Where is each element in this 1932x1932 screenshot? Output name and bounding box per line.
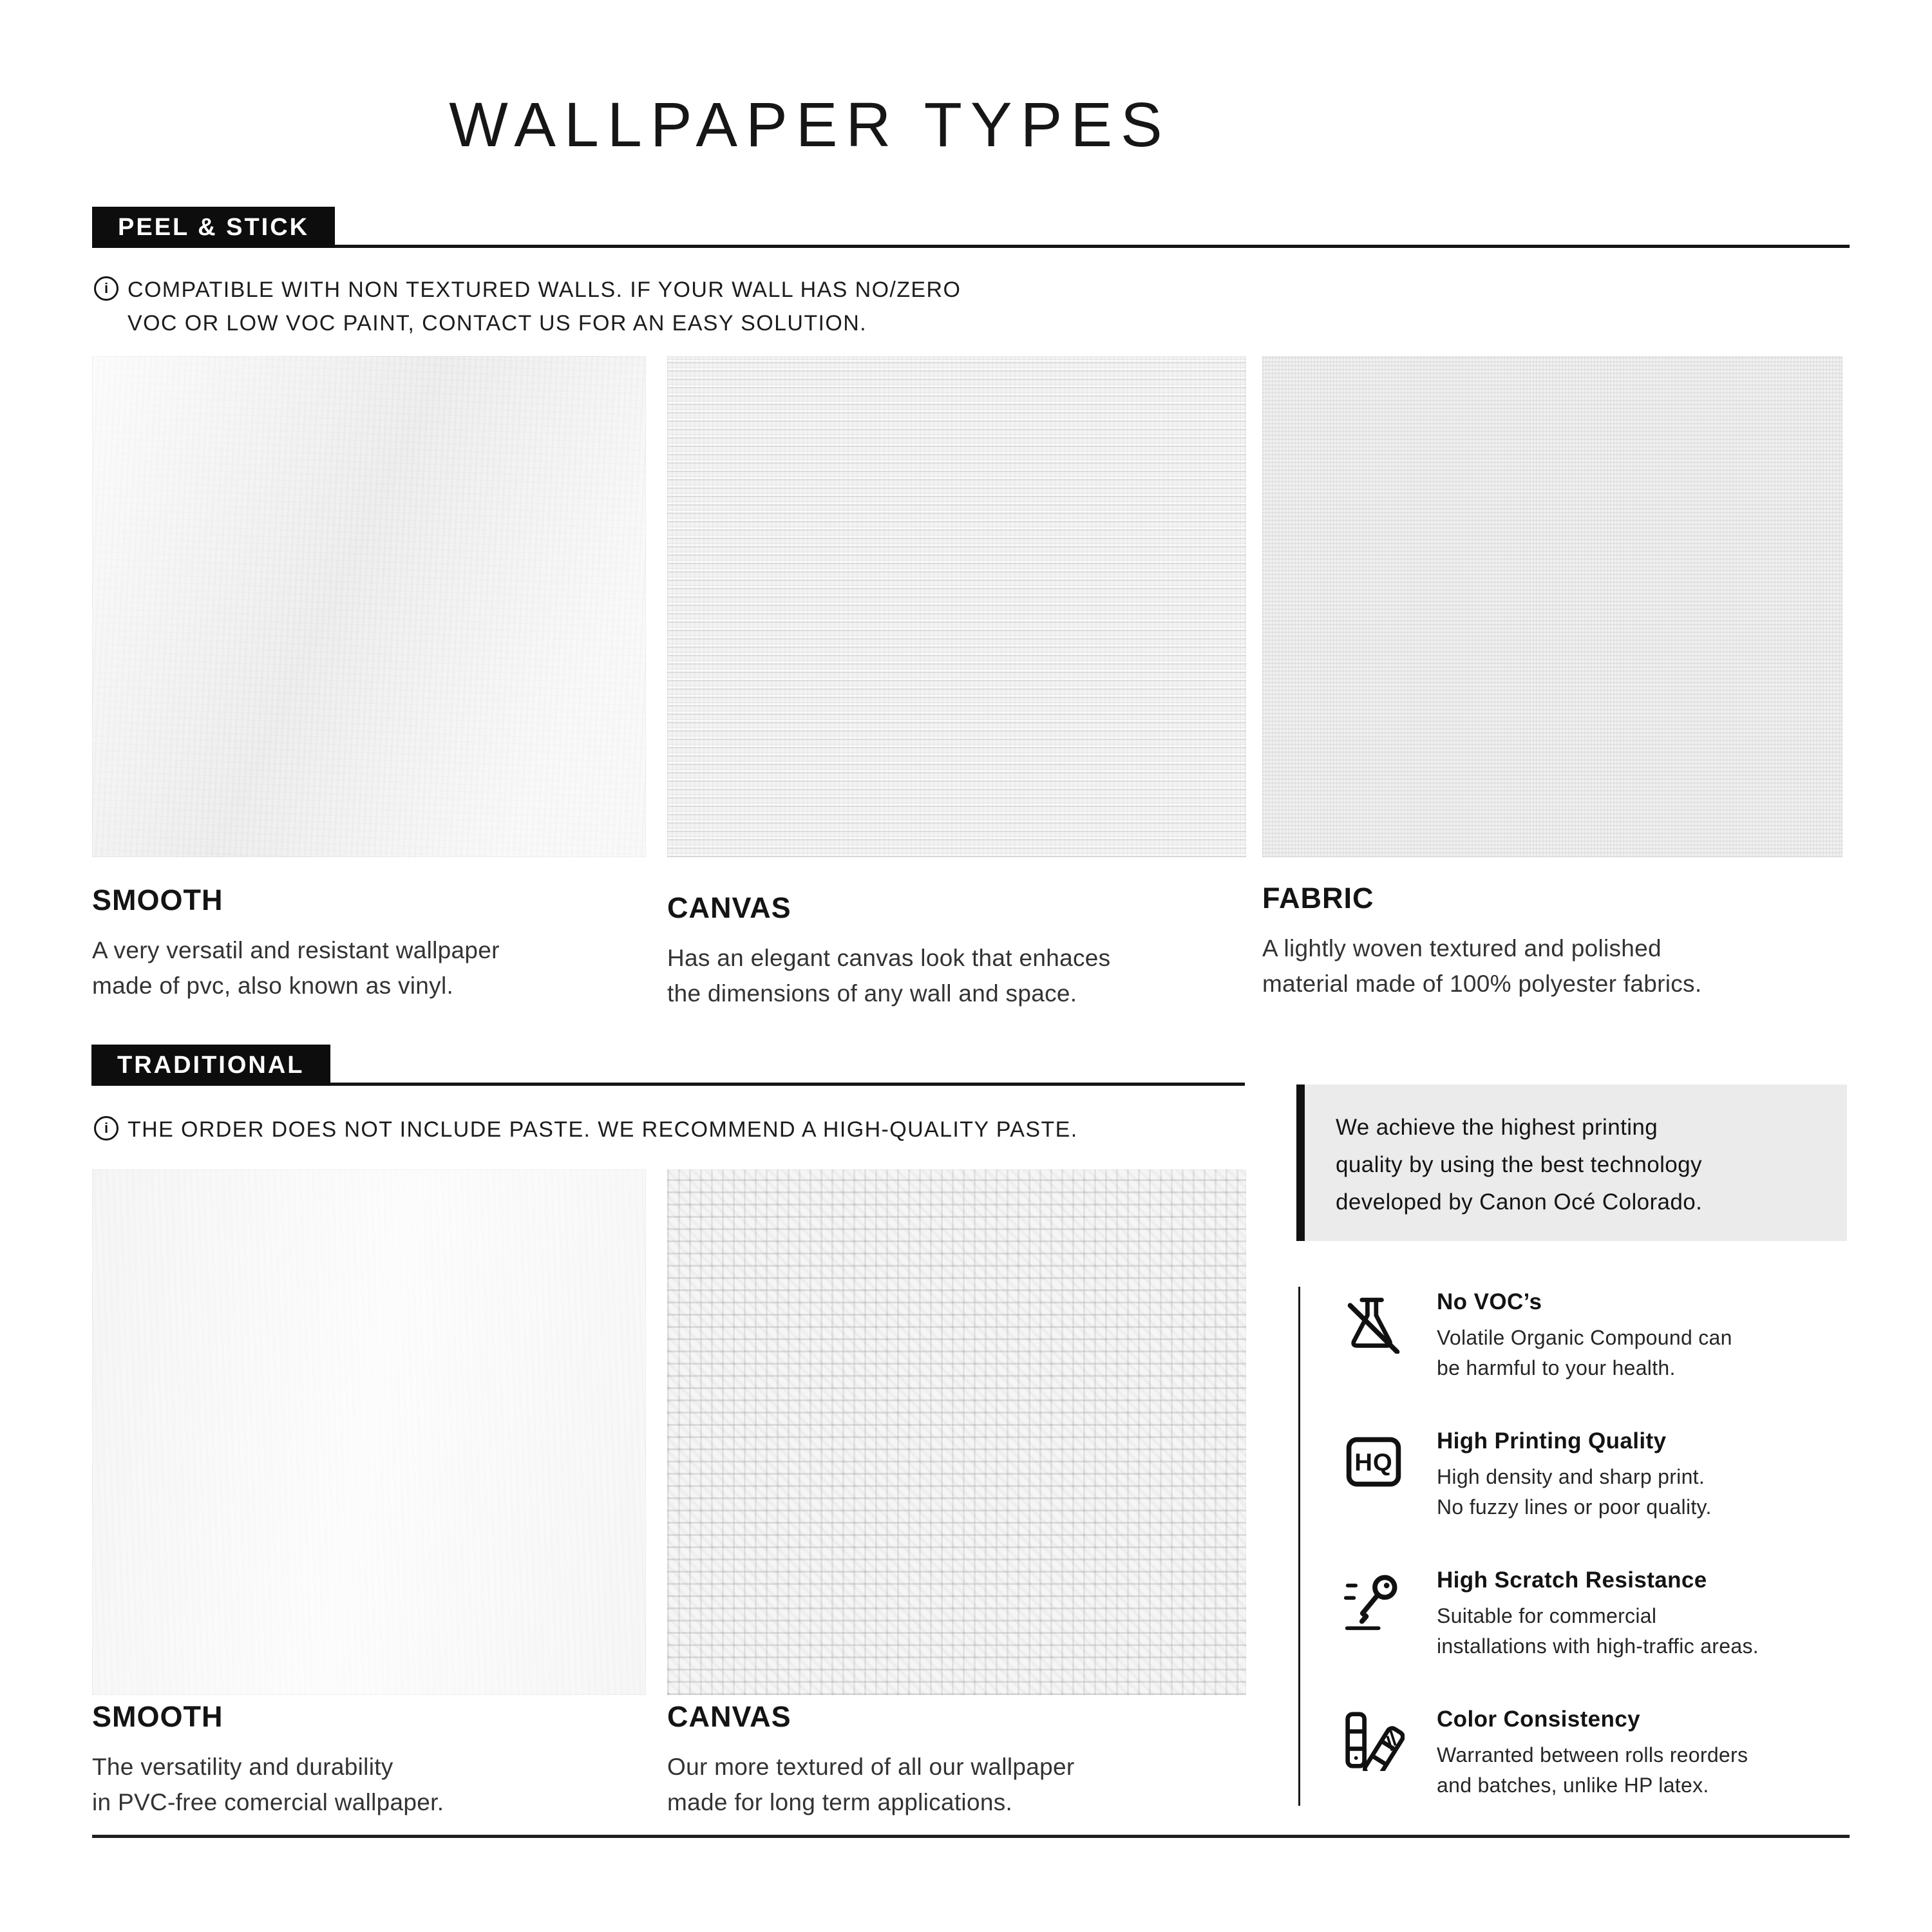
scratch-key-icon [1343,1570,1407,1634]
type-card-canvas [667,891,1260,1011]
type-desc-line: made of pvc, also known as vinyl. [92,972,454,999]
type-desc-line: The versatility and durability [92,1754,393,1780]
feature-title: Color Consistency [1437,1707,1641,1732]
type-desc-line: in PVC-free comercial wallpaper. [92,1789,444,1815]
feature-text [1437,1707,1748,1801]
bottom-divider-line [92,1835,1850,1838]
smooth-texture-sample [92,356,646,857]
hq-badge-icon [1343,1431,1407,1495]
type-desc-line: material made of 100% polyester fabrics. [1262,971,1702,997]
type-name: FABRIC [1262,882,1374,914]
peel-stick-section-header [92,207,1850,248]
highlight-line: developed by Canon Océ Colorado. [1336,1189,1703,1215]
type-card-canvas-traditional [667,1700,1266,1820]
type-card-smooth [92,884,659,1003]
type-desc-line: the dimensions of any wall and space. [667,980,1077,1007]
type-name: SMOOTH [92,1700,223,1733]
feature-desc-line: Volatile Organic Compound can [1437,1326,1732,1349]
traditional-divider-line [330,1083,1245,1086]
type-name: SMOOTH [92,884,223,916]
traditional-label: TRADITIONAL [91,1045,330,1086]
note-line: VOC OR LOW VOC PAINT, CONTACT US FOR AN EASY SOLUTION. [128,311,867,336]
feature-title: High Scratch Resistance [1437,1567,1707,1593]
color-swatch-icon [1343,1709,1407,1774]
note-line: THE ORDER DOES NOT INCLUDE PASTE. WE RECOMMEND A HIGH-QUALITY PASTE. [128,1117,1078,1142]
feature-text [1437,1428,1712,1522]
info-icon: i [94,1116,118,1141]
type-card-fabric [1262,882,1850,1001]
no-voc-flask-icon [1343,1292,1407,1356]
type-desc-line: A very versatil and resistant wallpaper [92,937,500,963]
type-name: CANVAS [667,891,791,924]
feature-text [1437,1567,1759,1662]
peel-stick-divider-line [335,245,1850,248]
feature-text [1437,1289,1732,1383]
feature-desc-line: No fuzzy lines or poor quality. [1437,1495,1712,1519]
feature-desc-line: be harmful to your health. [1437,1356,1676,1379]
type-desc-line: A lightly woven textured and polished [1262,935,1662,961]
traditional-note [94,1113,1227,1146]
feature-no-voc [1343,1289,1850,1383]
type-desc-line: made for long term applications. [667,1789,1013,1815]
fabric-texture-sample [1262,356,1842,857]
feature-desc-line: Suitable for commercial [1437,1604,1657,1627]
feature-list [1298,1287,1850,1806]
type-desc-line: Has an elegant canvas look that enhaces [667,945,1111,971]
feature-high-printing-quality [1343,1428,1850,1522]
feature-title: High Printing Quality [1437,1428,1667,1454]
info-icon: i [94,276,118,301]
feature-desc-line: Warranted between rolls reorders [1437,1743,1748,1766]
type-card-smooth-traditional [92,1700,659,1820]
type-name: CANVAS [667,1700,791,1733]
highlight-line: We achieve the highest printing [1336,1115,1658,1140]
peel-stick-label: PEEL & STICK [92,207,335,248]
feature-high-scratch-resistance [1343,1567,1850,1662]
smooth-traditional-texture-sample [92,1170,646,1695]
feature-color-consistency [1343,1707,1850,1801]
peel-stick-note [94,273,1189,340]
highlight-line: quality by using the best technology [1336,1152,1702,1177]
feature-desc-line: installations with high-traffic areas. [1437,1634,1759,1658]
canvas-traditional-texture-sample [667,1170,1246,1695]
note-line: COMPATIBLE WITH NON TEXTURED WALLS. IF YOUR WALL HAS NO/ZERO [128,278,961,302]
feature-title: No VOC’s [1437,1289,1542,1314]
feature-desc-line: High density and sharp print. [1437,1465,1705,1488]
canvas-texture-sample [667,356,1246,857]
traditional-section-header [91,1045,1245,1086]
printing-quality-highlight [1296,1084,1847,1241]
hq-badge-text: HQ [1354,1448,1393,1477]
feature-desc-line: and batches, unlike HP latex. [1437,1774,1709,1797]
type-desc-line: Our more textured of all our wallpaper [667,1754,1075,1780]
page-title: WALLPAPER TYPES [449,90,1171,160]
